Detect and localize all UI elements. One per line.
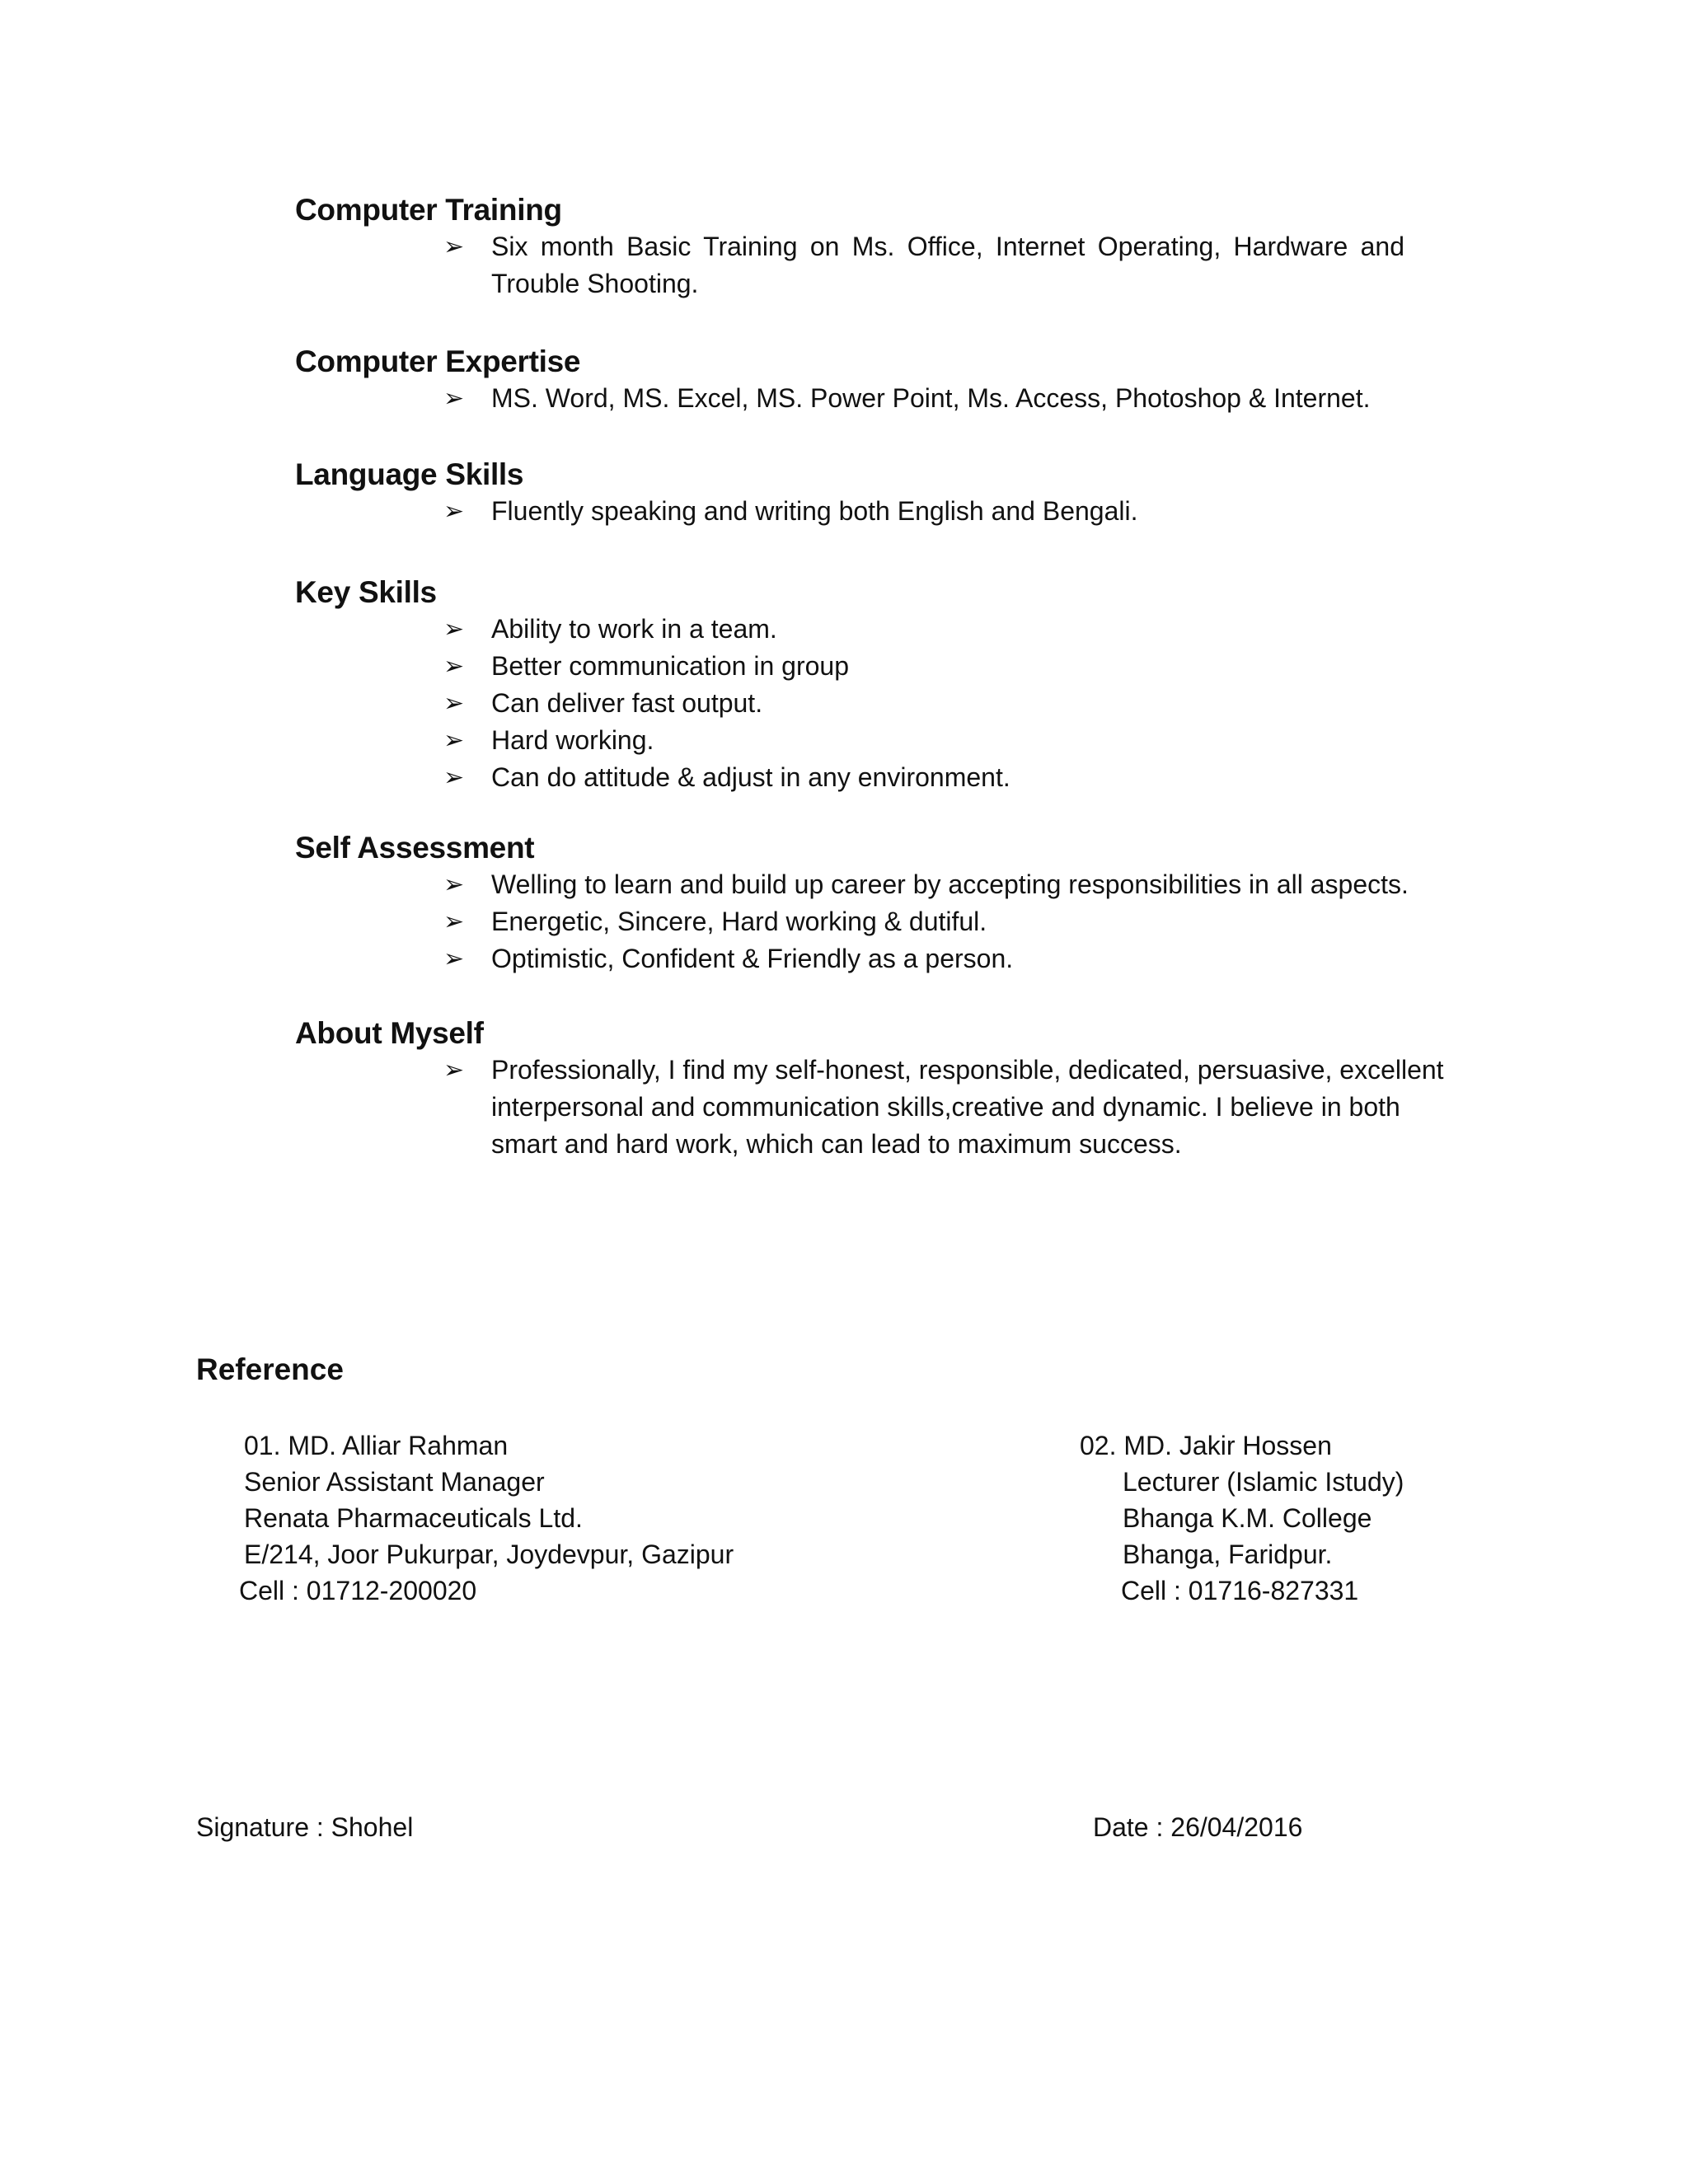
bullet-text: Ability to work in a team. xyxy=(491,614,777,644)
list-item xyxy=(295,493,1447,530)
bullet-text: Six month Basic Training on Ms. Office, Internet Operating, Hardware and Trouble Shooting. xyxy=(491,232,1404,298)
list-item xyxy=(295,380,1447,417)
list-item xyxy=(295,228,1447,302)
bullet-list xyxy=(295,866,1490,977)
arrow-bullet-icon: ➢ xyxy=(443,727,465,754)
list-item xyxy=(295,903,1447,940)
arrow-bullet-icon: ➢ xyxy=(443,653,465,680)
bullet-text: Hard working. xyxy=(491,725,654,755)
section-self-assessment xyxy=(295,830,1490,977)
section-title: Computer Training xyxy=(295,193,562,227)
section-language-skills xyxy=(295,457,1490,530)
arrow-bullet-icon: ➢ xyxy=(443,764,465,791)
arrow-bullet-icon: ➢ xyxy=(443,498,465,525)
bullet-text: MS. Word, MS. Excel, MS. Power Point, Ms. Access, Photoshop & Internet. xyxy=(491,383,1371,413)
section-key-skills xyxy=(295,574,1490,796)
section-title: Computer Expertise xyxy=(295,344,581,378)
signature-line: Signature : Shohel xyxy=(196,1812,414,1842)
bullet-text: Professionally, I find my self-honest, responsible, dedicated, persuasive, excellent interpersonal and communication skills,creative and dynamic. I believe in both smart and hard work, which can lead to maximum success. xyxy=(491,1055,1444,1159)
section-about-myself xyxy=(295,1015,1490,1163)
bullet-text: Optimistic, Confident & Friendly as a person. xyxy=(491,944,1014,973)
arrow-bullet-icon: ➢ xyxy=(443,616,465,643)
bullet-text: Can do attitude & adjust in any environment. xyxy=(491,762,1010,792)
reference-address: Bhanga, Faridpur. xyxy=(1123,1540,1333,1569)
bullet-list xyxy=(295,1052,1490,1163)
reference-organization: Bhanga K.M. College xyxy=(1123,1503,1372,1533)
reference-title: Reference xyxy=(196,1352,344,1386)
arrow-bullet-icon: ➢ xyxy=(443,908,465,935)
bullet-list xyxy=(295,611,1490,796)
reference-address: E/214, Joor Pukurpar, Joydevpur, Gazipur xyxy=(244,1540,734,1569)
list-item xyxy=(295,866,1447,903)
reference-name: 02. MD. Jakir Hossen xyxy=(1080,1431,1332,1460)
reference-name: 01. MD. Alliar Rahman xyxy=(244,1431,509,1460)
reference-left xyxy=(239,1427,734,1609)
list-item xyxy=(295,759,1447,796)
list-item xyxy=(295,1052,1447,1163)
arrow-bullet-icon: ➢ xyxy=(443,385,465,412)
section-title: Key Skills xyxy=(295,575,437,609)
arrow-bullet-icon: ➢ xyxy=(443,945,465,972)
list-item xyxy=(295,940,1447,977)
list-item xyxy=(295,722,1447,759)
list-item xyxy=(295,685,1447,722)
reference-designation: Lecturer (Islamic Istudy) xyxy=(1123,1467,1404,1497)
section-title: Self Assessment xyxy=(295,831,535,865)
reference-organization: Renata Pharmaceuticals Ltd. xyxy=(244,1503,583,1533)
reference-cell: Cell : 01716-827331 xyxy=(1121,1576,1359,1605)
section-title: About Myself xyxy=(295,1016,484,1050)
arrow-bullet-icon: ➢ xyxy=(443,871,465,898)
arrow-bullet-icon: ➢ xyxy=(443,1057,465,1084)
arrow-bullet-icon: ➢ xyxy=(443,233,465,260)
bullet-list xyxy=(295,493,1490,530)
bullet-list xyxy=(295,380,1490,417)
bullet-text: Fluently speaking and writing both English and Bengali. xyxy=(491,496,1138,526)
list-item xyxy=(295,648,1447,685)
arrow-bullet-icon: ➢ xyxy=(443,690,465,717)
reference-designation: Senior Assistant Manager xyxy=(244,1467,545,1497)
list-item xyxy=(295,611,1447,648)
bullet-text: Welling to learn and build up career by accepting responsibilities in all aspects. xyxy=(491,869,1409,899)
section-computer-expertise xyxy=(295,344,1490,417)
bullet-list xyxy=(295,228,1490,302)
date-line: Date : 26/04/2016 xyxy=(1093,1812,1303,1842)
reference-right xyxy=(1080,1427,1404,1609)
section-computer-training xyxy=(295,192,1490,302)
bullet-text: Can deliver fast output. xyxy=(491,688,763,718)
reference-cell: Cell : 01712-200020 xyxy=(239,1576,477,1605)
bullet-text: Energetic, Sincere, Hard working & dutiful. xyxy=(491,907,987,936)
bullet-text: Better communication in group xyxy=(491,651,849,681)
section-title: Language Skills xyxy=(295,457,524,491)
